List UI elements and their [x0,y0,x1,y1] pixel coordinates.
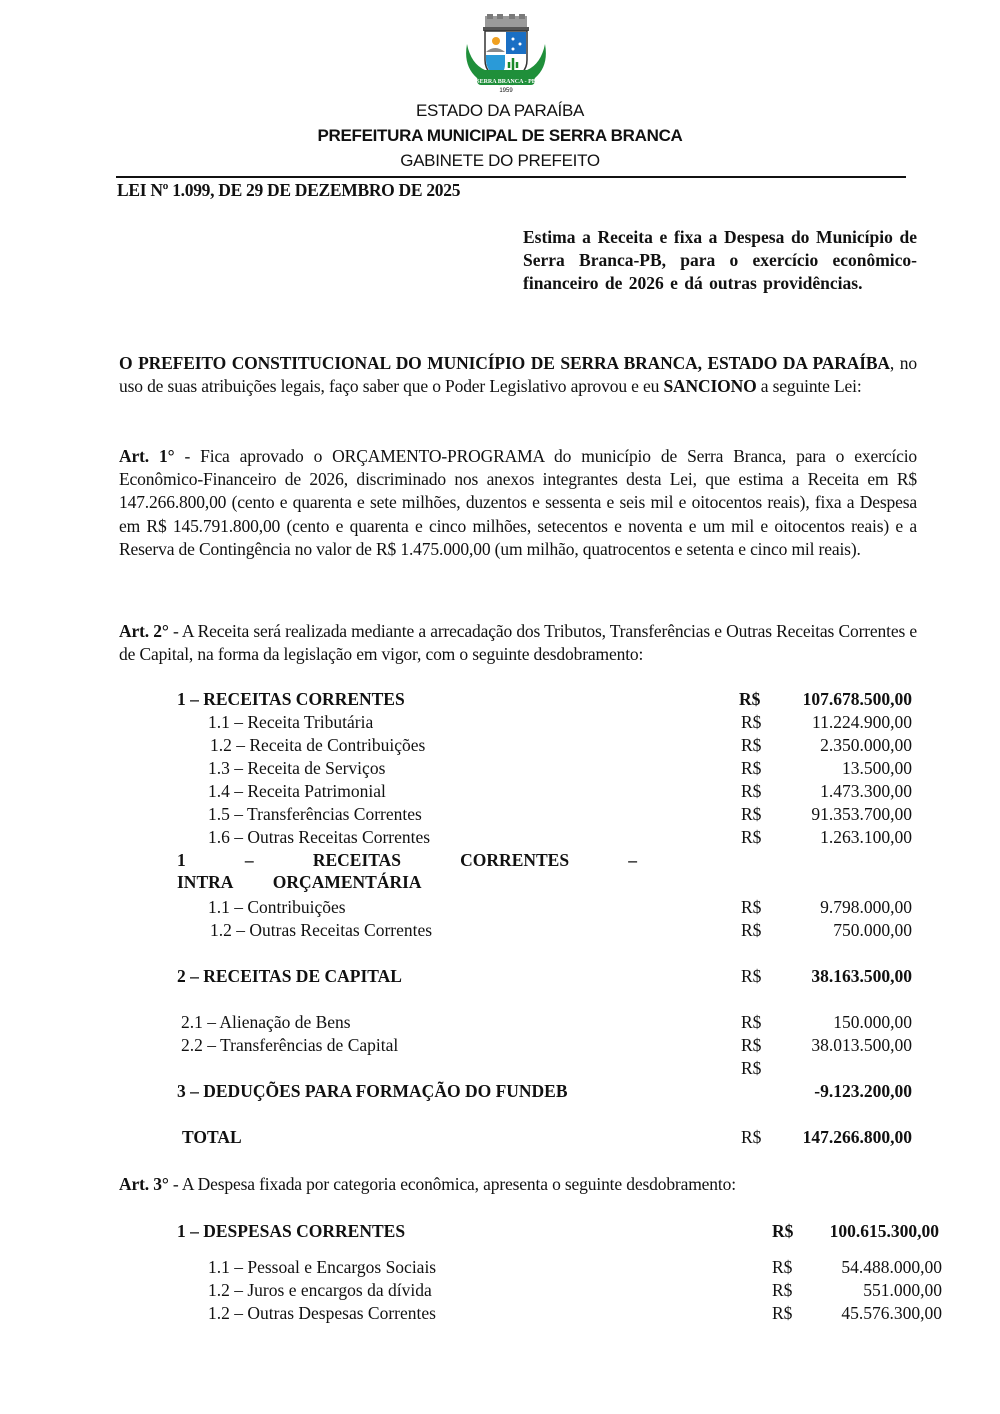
municipal-coat-of-arms-icon [463,14,549,94]
header-state: ESTADO DA PARAÍBA [415,101,585,120]
svg-text:SERRA BRANCA - PB: SERRA BRANCA - PB [476,79,536,85]
preamble: O PREFEITO CONSTITUCIONAL DO MUNICÍPIO DE SERRA BRANCA, ESTADO DA PARAÍBA, no uso de suas atribuições legais, faço saber que o Poder Legislativo aprovou e eu SANCIONO a seguinte Lei: [119,353,917,397]
article-1: Art. 1° - Fica aprovado o ORÇAMENTO-PROGRAMA do município de Serra Branca, para o exercício Econômico-Financeiro de 2026, discriminado nos anexos integrantes desta Lei, que estima a Receita em R$ 147.266.800,00 (cento e quarenta e sete milhões, duzentos e sessenta e seis mil e oitocentos reais), fixa a Despesa em R$ 145.791.800,00 (cento e quarenta e cinco milhões, setecentos e noventa e um mil e oitocentos reais) e a Reserva de Contingência no valor de R$ 1.475.000,00 (um milhão, quatrocentos e setenta e cinco mil reais). [119,446,918,559]
article-1-label: Art. 1° [119,446,175,466]
header-divider [116,176,906,178]
article-2: Art. 2° - A Receita será realizada mediante a arrecadação dos Tributos, Transferências e Outras Receitas Correntes e de Capital, na forma da legislação em vigor, com o seguinte desdobramento: [119,621,917,665]
preamble-bold: O PREFEITO CONSTITUCIONAL DO MUNICÍPIO DE SERRA BRANCA, ESTADO DA PARAÍBA [119,353,890,373]
header-prefeitura: PREFEITURA MUNICIPAL DE SERRA BRANCA [317,126,683,145]
article-3-label: Art. 3° [119,1174,169,1194]
law-title: LEI Nº 1.099, DE 29 DE DEZEMBRO DE 2025 [117,180,461,200]
table-row-heading: 1 – RECEITAS CORRENTES – INTRA ORÇAMENTÁRIA [177,850,637,892]
article-3: Art. 3° - A Despesa fixada por categoria econômica, apresenta o seguinte desdobramento: [119,1174,736,1194]
svg-text:1959: 1959 [499,88,513,94]
header-gabinete: GABINETE DO PREFEITO [400,151,600,170]
law-ementa: Estima a Receita e fixa a Despesa do Município de Serra Branca-PB, para o exercício econômico-financeiro de 2026 e dá outras providências. [523,227,917,293]
article-2-label: Art. 2° [119,621,169,641]
